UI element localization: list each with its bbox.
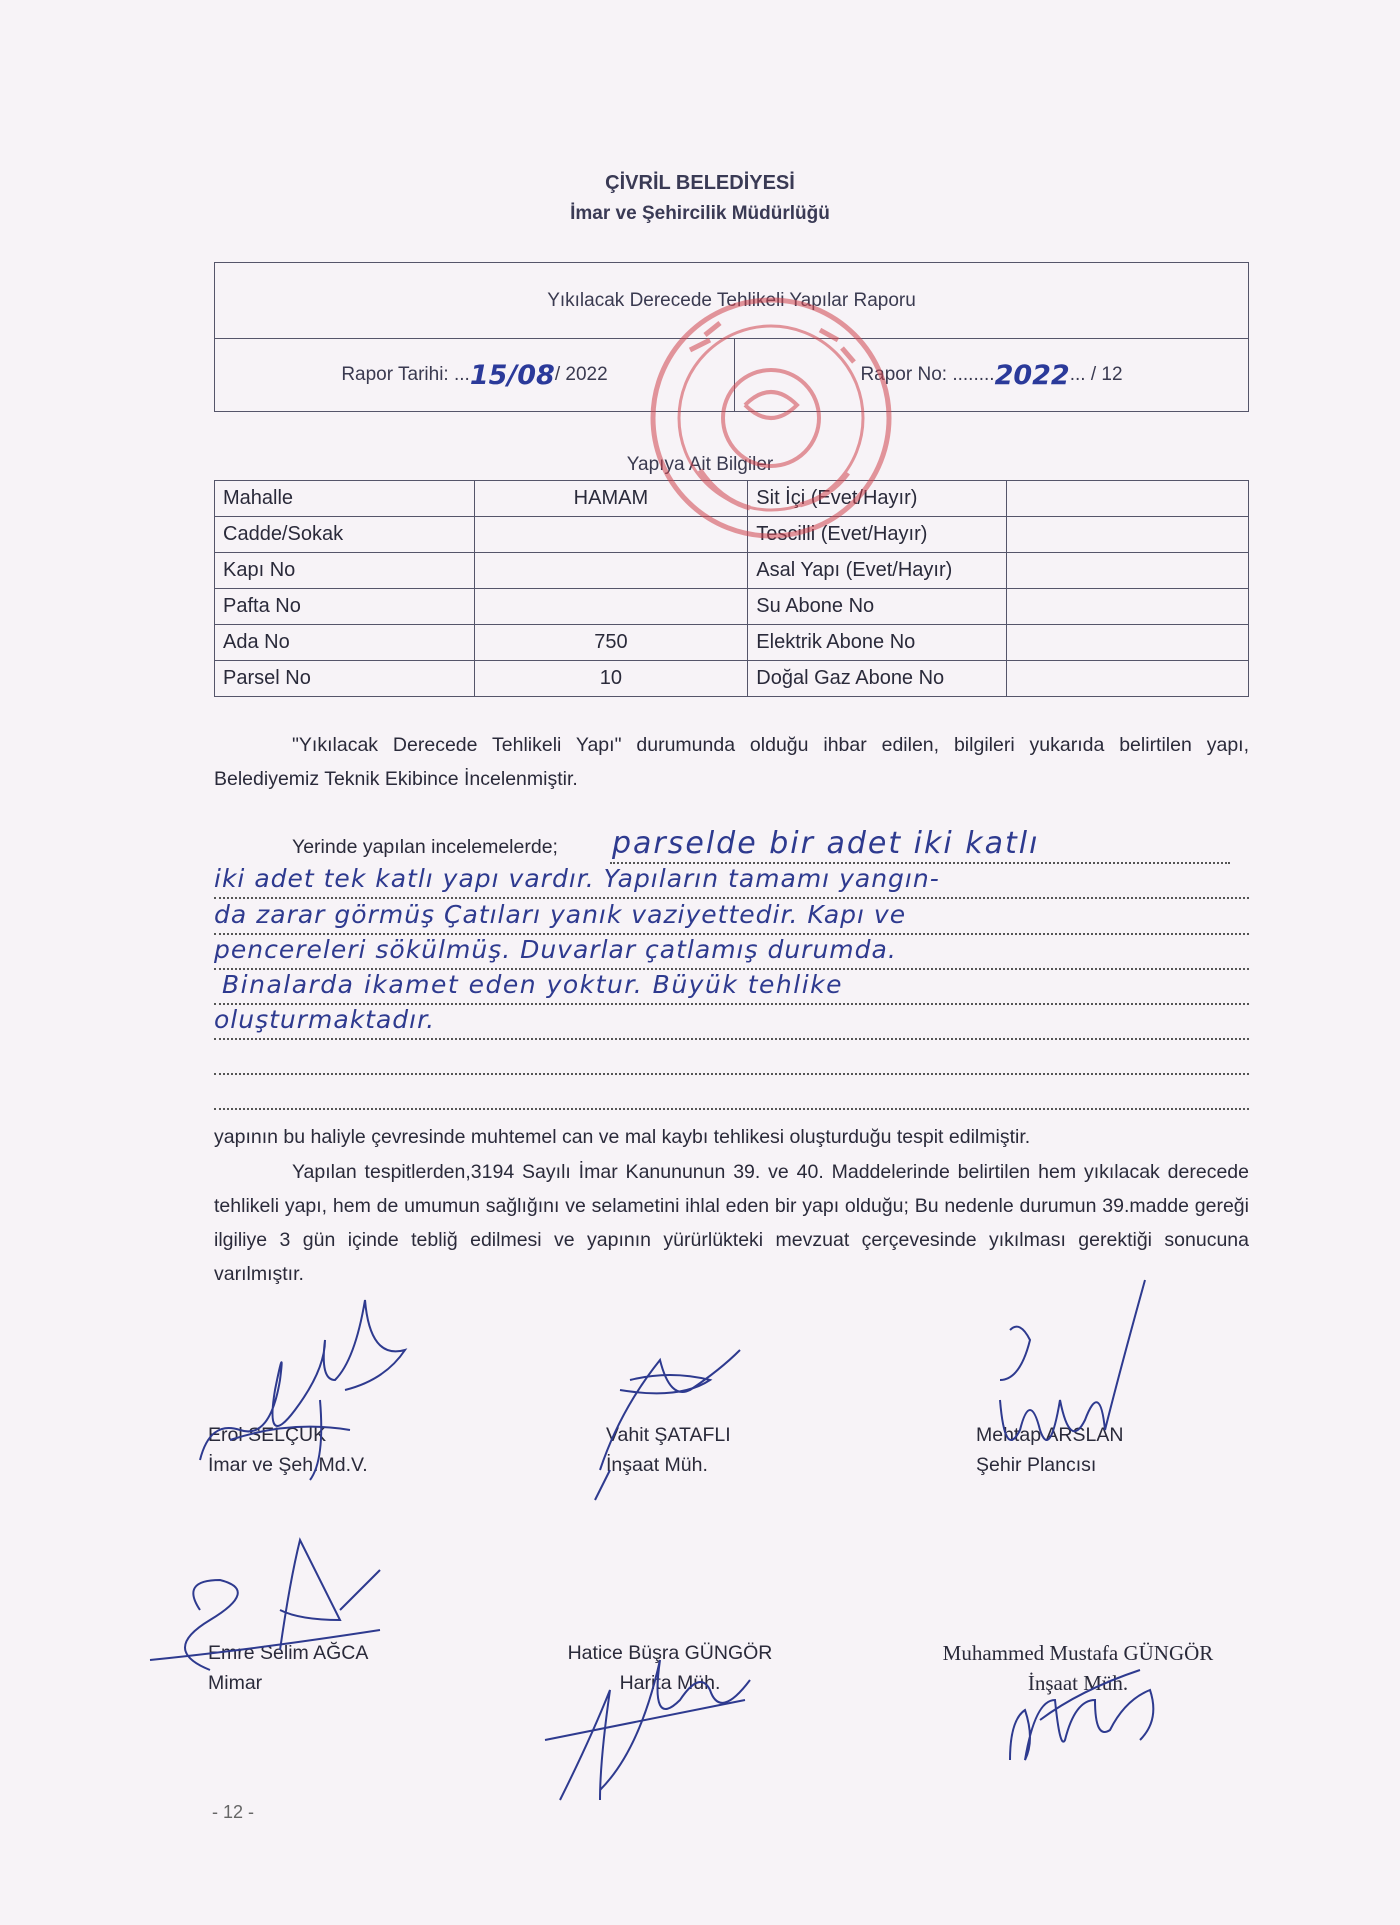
signatory-title: İnşaat Müh.	[606, 1454, 708, 1476]
page-number: - 12 -	[212, 1802, 255, 1822]
signature-5-icon	[545, 1660, 750, 1800]
signatory-title: Harita Müh.	[619, 1672, 721, 1694]
report-no-suffix: ... / 12	[1069, 364, 1123, 385]
signatory-title: İmar ve Şeh.Md.V.	[208, 1454, 368, 1476]
row-label: Mahalle	[215, 481, 475, 517]
row-value: HAMAM	[474, 481, 748, 517]
row-label: Su Abone No	[748, 589, 1007, 625]
row-label: Kapı No	[215, 553, 475, 589]
handwritten-line: pencereleri sökülmüş. Duvarlar çatlamış durumda.	[214, 935, 897, 964]
signature-2-icon	[595, 1350, 740, 1500]
row-label: Cadde/Sokak	[215, 517, 475, 553]
row-value: 750	[474, 625, 748, 661]
row-label: Sit İçi (Evet/Hayır)	[748, 481, 1007, 517]
report-date-value: 15/08	[469, 359, 555, 391]
handwritten-line: parselde bir adet iki katlı	[612, 826, 1040, 861]
handwritten-line: iki adet tek katlı yapı vardır. Yapıların tamamı yangın-	[214, 864, 940, 893]
signature-4-icon	[150, 1540, 380, 1670]
intro-paragraph: "Yıkılacak Derecede Tehlikeli Yapı" durumunda olduğu ihbar edilen, bilgileri yukarıda belirtilen yapı, Belediyemiz Teknik Ekibince İncelenmiştir.	[214, 734, 1249, 790]
signatory-name: Mehtap ARSLAN	[976, 1424, 1124, 1446]
legal-paragraph: Yapılan tespitlerden,3194 Sayılı İmar Kanununun 39. ve 40. Maddelerinde belirtilen hem yıkılacak derecede tehlikeli yapı, hem de umumun sağlığını ve selametini ihlal eden bir yapı olduğu; Bu nedenle durumun 39.madde gereği ilgiliye 3 gün içinde tebliğ edilmesi ve yapının yürürlükteki mevzuat çerçevesinde yıkılması gerektiği sonucuna varılmıştır.	[214, 1161, 1249, 1285]
row-label: Parsel No	[215, 661, 475, 697]
report-date-suffix: / 2022	[554, 364, 608, 385]
row-label: Doğal Gaz Abone No	[748, 661, 1007, 697]
handwritten-line: oluşturmaktadır.	[214, 1005, 436, 1034]
signatory-name: Vahit ŞATAFLI	[606, 1424, 731, 1446]
signatory-name: Erol SELÇUK	[208, 1424, 327, 1446]
dept-title: İmar ve Şehircilik Müdürlüğü	[570, 203, 830, 224]
report-no-value: 2022	[994, 359, 1070, 391]
row-label: Asal Yapı (Evet/Hayır)	[748, 553, 1007, 589]
signatory-name: Emre Selim AĞCA	[208, 1642, 369, 1664]
signatory-title: Şehir Plancısı	[976, 1454, 1097, 1476]
handwritten-line: Binalarda ikamet eden yoktur. Büyük tehlike	[222, 970, 844, 999]
conclusion-line: yapının bu haliyle çevresinde muhtemel can ve mal kaybı tehlikesi oluşturduğu tespit edilmiştir.	[214, 1126, 1031, 1148]
row-value: 10	[474, 661, 748, 697]
handwritten-line: da zarar görmüş Çatıları yanık vaziyettedir. Kapı ve	[214, 900, 907, 929]
signatory-name: Hatice Büşra GÜNGÖR	[567, 1642, 773, 1664]
row-label: Pafta No	[215, 589, 475, 625]
report-date-label: Rapor Tarihi: ...	[341, 364, 470, 385]
official-stamp-icon	[653, 300, 889, 536]
row-label: Tescilli (Evet/Hayır)	[748, 517, 1007, 553]
row-label: Ada No	[215, 625, 475, 661]
observation-label: Yerinde yapılan incelemelerde;	[292, 836, 558, 858]
row-label: Elektrik Abone No	[748, 625, 1007, 661]
signature-6-icon	[1010, 1670, 1153, 1760]
signatory-title: Mimar	[208, 1672, 263, 1694]
signature-3-icon	[1000, 1280, 1145, 1440]
report-no-label: Rapor No: ........	[860, 364, 995, 385]
report-title: Yıkılacak Derecede Tehlikeli Yapılar Raporu	[215, 263, 1248, 339]
info-caption: Yapıya Ait Bilgiler	[626, 454, 774, 475]
org-title: ÇİVRİL BELEDİYESİ	[605, 172, 795, 194]
signatory-name: Muhammed Mustafa GÜNGÖR	[942, 1641, 1214, 1665]
signatory-title: İnşaat Müh.	[1027, 1671, 1129, 1695]
signature-1-icon	[200, 1300, 405, 1480]
